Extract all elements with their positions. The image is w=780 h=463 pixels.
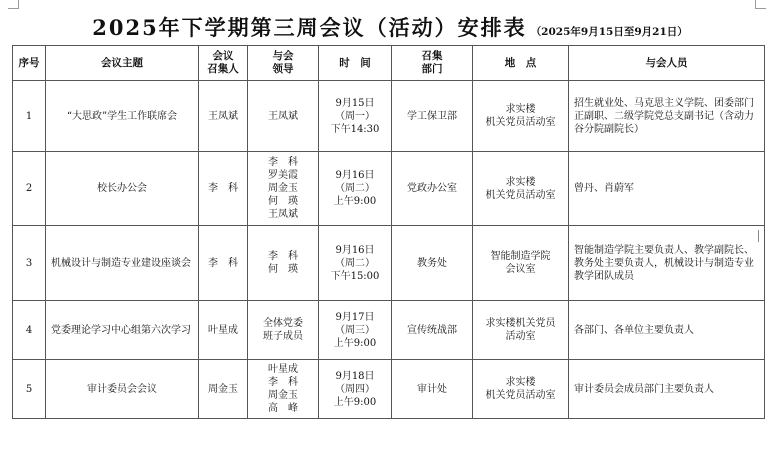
leader-name: 李 科 [268, 157, 298, 168]
time-date: 9月16日 [335, 244, 375, 256]
header-leaders-line: 领导 [272, 63, 294, 75]
header-leaders [248, 46, 319, 81]
cell-attendees: 曾丹、肖蔚军 [569, 152, 765, 226]
time-date: 9月18日 [335, 370, 375, 382]
place-line: 求实楼 [505, 104, 536, 115]
cell-attendees: 各部门、各单位主要负责人 [569, 301, 765, 360]
time-date: 9月15日 [335, 97, 375, 109]
time-clock: 下午15:00 [330, 270, 380, 282]
leader-name: 罗美霞 [268, 170, 298, 181]
cell-leaders [248, 301, 319, 360]
cell-no: 1 [13, 81, 46, 152]
cell-topic: 党委理论学习中心组第六次学习 [46, 301, 199, 360]
cell-dept: 党政办公室 [392, 152, 473, 226]
time-weekday: （周三） [335, 324, 375, 336]
header-convener-line: 会议 [212, 50, 234, 62]
cell-time [319, 81, 392, 152]
cell-no: 4 [13, 301, 46, 360]
cell-place [473, 301, 569, 360]
header-attendees: 与会人员 [569, 46, 765, 81]
time-weekday: （周二） [335, 183, 375, 194]
place-line: 求实楼机关党员 [485, 318, 556, 329]
cell-time [319, 152, 392, 226]
time-date: 9月17日 [335, 311, 375, 323]
leader-name: 班子成员 [263, 331, 303, 342]
place-line: 机关党员活动室 [485, 390, 556, 401]
table-row [13, 301, 765, 360]
header-leaders-line: 与会 [272, 50, 294, 62]
document-title: 2025年下学期第三周会议（活动）安排表 [92, 15, 527, 40]
leader-name: 周金玉 [268, 183, 298, 194]
page-corner-mark-right [755, 0, 766, 9]
time-weekday: （周四） [335, 383, 375, 395]
cell-time [319, 360, 392, 419]
table-row [13, 152, 765, 226]
table-row [13, 226, 765, 301]
cell-leaders [248, 152, 319, 226]
cell-topic: 校长办公会 [46, 152, 199, 226]
leader-name: 李 科 [268, 251, 298, 262]
time-date: 9月16日 [335, 170, 375, 181]
cell-topic: “大思政”学生工作联席会 [46, 81, 199, 152]
cell-topic: 审计委员会会议 [46, 360, 199, 419]
header-topic: 会议主题 [46, 46, 199, 81]
header-dept [392, 46, 473, 81]
page-corner-mark-left [8, 0, 19, 9]
leader-name: 周金玉 [268, 390, 298, 401]
cell-dept: 审计处 [392, 360, 473, 419]
cell-dept: 教务处 [392, 226, 473, 301]
document-subtitle: （2025年9月15日至9月21日） [530, 26, 688, 38]
cell-place [473, 81, 569, 152]
time-clock: 上午9:00 [333, 337, 377, 349]
header-convener-line: 召集人 [207, 63, 239, 75]
cell-topic: 机械设计与制造专业建设座谈会 [46, 226, 199, 301]
time-clock: 上午9:00 [333, 196, 377, 207]
cell-convener: 李 科 [199, 152, 248, 226]
cell-leaders [248, 226, 319, 301]
place-line: 会议室 [505, 264, 536, 275]
time-weekday: （周二） [335, 257, 375, 269]
place-line: 活动室 [505, 331, 536, 342]
leader-name: 王凤斌 [268, 110, 298, 122]
table-row [13, 81, 765, 152]
cell-convener: 王凤斌 [199, 81, 248, 152]
cell-no: 5 [13, 360, 46, 419]
time-weekday: （周一） [335, 110, 375, 122]
leader-name: 叶星成 [268, 364, 298, 375]
leader-name: 全体党委 [263, 318, 303, 329]
cell-attendees: 智能制造学院主要负责人、教学副院长、教务处主要负责人，机械设计与制造专业教学团队成员 [569, 226, 765, 301]
leader-name: 何 瑛 [268, 264, 298, 275]
leader-name: 何 瑛 [268, 196, 298, 207]
cell-leaders [248, 360, 319, 419]
cell-dept: 宣传统战部 [392, 301, 473, 360]
cell-convener: 叶星成 [199, 301, 248, 360]
cell-time [319, 226, 392, 301]
time-clock: 下午14:30 [330, 123, 380, 135]
header-time: 时 间 [319, 46, 392, 81]
cell-time [319, 301, 392, 360]
cell-convener: 周金玉 [199, 360, 248, 419]
leader-name: 李 科 [268, 377, 298, 388]
cell-place [473, 152, 569, 226]
leader-name: 王凤斌 [268, 209, 298, 220]
header-convener [199, 46, 248, 81]
header-dept-line: 部门 [421, 63, 443, 75]
cell-attendees: 审计委员会成员部门主要负责人 [569, 360, 765, 419]
place-line: 求实楼 [505, 377, 536, 388]
schedule-table [12, 45, 765, 419]
cell-dept: 学工保卫部 [392, 81, 473, 152]
table-row [13, 360, 765, 419]
cell-leaders [248, 81, 319, 152]
cell-attendees: 招生就业处、马克思主义学院、团委部门正副职、二级学院党总支副书记（含动力谷分院副院长） [569, 81, 765, 152]
margin-mark [758, 230, 759, 242]
cell-place [473, 360, 569, 419]
header-no: 序号 [13, 46, 46, 81]
leader-name: 高 峰 [268, 403, 298, 414]
time-clock: 上午9:00 [333, 396, 377, 408]
header-row [13, 46, 765, 81]
cell-no: 3 [13, 226, 46, 301]
place-line: 求实楼 [505, 176, 536, 188]
header-place: 地 点 [473, 46, 569, 81]
cell-convener: 李 科 [199, 226, 248, 301]
place-line: 智能制造学院 [490, 251, 551, 262]
cell-place [473, 226, 569, 301]
title-row [0, 12, 780, 42]
place-line: 机关党员活动室 [485, 117, 556, 128]
place-line: 机关党员活动室 [485, 189, 556, 201]
header-dept-line: 召集 [421, 50, 443, 62]
cell-no: 2 [13, 152, 46, 226]
